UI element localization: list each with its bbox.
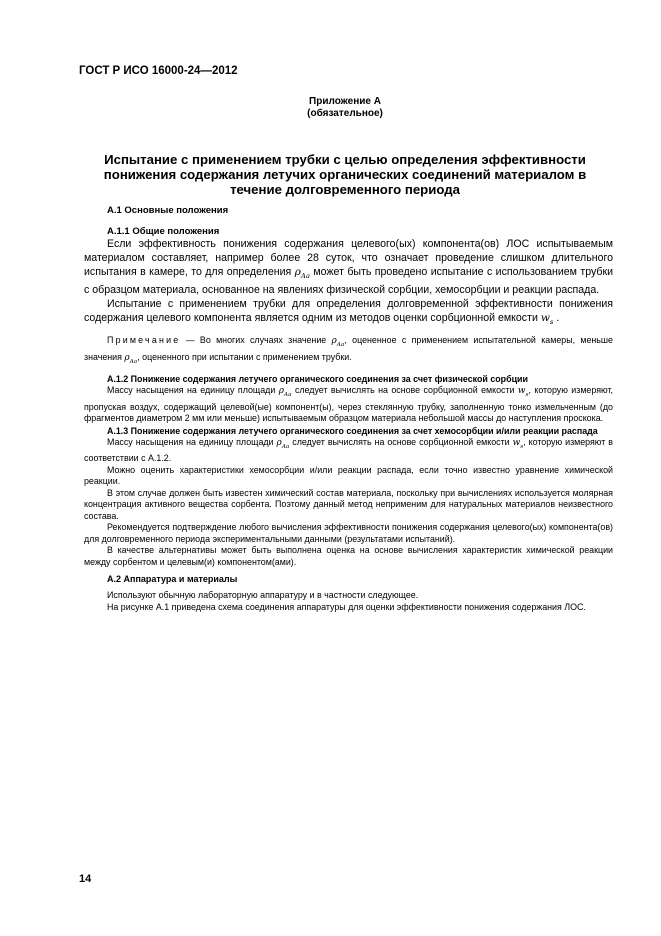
document-title: Испытание с применением трубки с целью определения эффективности понижения содержания летучих органических соединений материалом в течение долговременного периода xyxy=(103,152,587,197)
a11-paragraph-2: Испытание с применением трубки для определения долговременной эффективности понижения содержания целевого компонента является одним из методов оценки сорбционной емкости $w_s$ . xyxy=(84,298,613,327)
a12-paragraph-1: Массу насыщения на единицу площади $\rho_{Aa}$ следует вычислять на основе сорбционной емкости $w_s$, которую измеряют, пропуская воздух, содержащий целевой(ые) компонент(ы), через стеклянную трубку, заполненную тонко измельченным (до фрагментов диаметром 2 мм или меньше) испытываемым образцом материала небольшой массы до наступления проскока. xyxy=(84,385,614,424)
section-a2-heading: А.2 Аппаратура и материалы xyxy=(107,574,238,585)
section-a1-heading: А.1 Основные положения xyxy=(107,205,229,216)
note-label: Примечание xyxy=(107,335,181,346)
annex-heading xyxy=(290,96,400,120)
ws-symbol: $w_s$ xyxy=(540,312,554,327)
annex-status: (обязательное) xyxy=(307,108,383,119)
a13-paragraph-2: Можно оценить характеристики хемосорбции и/или реакции распада, если точно известно уравнение химической реакции. xyxy=(84,464,613,487)
a11-paragraph-1: Если эффективность понижения содержания целевого(ых) компонента(ов) ЛОС испытываемым материалом составляет, например более 28 суток, что означает проведение слишком длительного испытания в камере, то для определения $\rho_{Aa}$ может быть проведено испытание с использованием трубки с образцом материала, основанное на явлениях физической сорбции, хемосорбции и реакции распада. xyxy=(84,238,614,297)
annex-title: Приложение А xyxy=(309,96,381,107)
rho-aa-symbol: $\rho_{Aa}$ xyxy=(276,438,290,450)
rho-aa-symbol: $\rho_{Aa}$ xyxy=(278,386,292,399)
a11-note: Примечание — Во многих случаях значение $\rho_{Aa}$, оцененное с применением испытательной камеры, меньше значения $\rho_{Aa}$, оцененного при испытании с применением трубки. xyxy=(84,335,613,365)
ws-symbol: $w_s$ xyxy=(512,438,524,450)
a2-paragraph-2: На рисунке А.1 приведена схема соединения аппаратуры для оценки эффективности понижения содержания ЛОС. xyxy=(107,601,586,612)
rho-aa-symbol: $\rho_{Aa}$ xyxy=(331,336,345,348)
standard-header: ГОСТ Р ИСО 16000-24—2012 xyxy=(79,65,238,77)
a13-paragraph-4: Рекомендуется подтверждение любого вычисления эффективности понижения содержания целевого(ых) компонента(ов) для долговременного периода экспериментальными данными (результатами испытаний). xyxy=(84,522,613,544)
document-body xyxy=(84,205,613,613)
rho-aa-symbol: $\rho_{Aa}$ xyxy=(124,352,138,365)
section-a13-heading: А.1.3 Понижение содержания летучего органического соединения за счет хемосорбции и/или реакции распада xyxy=(107,425,598,436)
section-a11-heading: А.1.1 Общие положения xyxy=(107,226,220,237)
ws-symbol: $w_s$ xyxy=(517,386,529,399)
a13-paragraph-5: В качестве альтернативы может быть выполнена оценка на основе вычисления характеристик химической реакции между сорбентом и целевым(и) компонентом(ами). xyxy=(84,545,613,567)
section-a12-heading: А.1.2 Понижение содержания летучего органического соединения за счет физической сорбции xyxy=(107,373,528,384)
a2-paragraph-1: Используют обычную лабораторную аппаратуру и в частности следующее. xyxy=(107,590,419,601)
page-number: 14 xyxy=(79,873,92,885)
a13-paragraph-1: Массу насыщения на единицу площади $\rho_{Aa}$ следует вычислять на основе сорбционной емкости $w_s$, которую измеряют в соответствии с А.1.2. xyxy=(84,437,614,464)
a13-paragraph-3: В этом случае должен быть известен химический состав материала, поскольку при вычислениях используется молярная концентрация активного вещества сорбента. Поэтому данный метод неприменим для натуральных материалов неизвестного состава. xyxy=(84,487,613,521)
rho-aa-symbol: $\rho_{Aa}$ xyxy=(294,266,310,281)
